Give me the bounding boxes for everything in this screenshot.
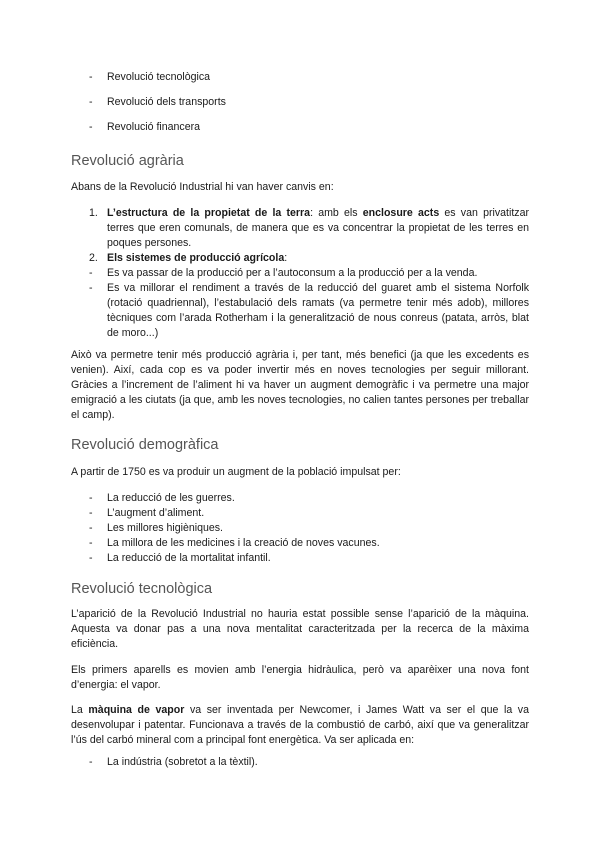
agraria-numbered-list — [71, 206, 529, 341]
list-item: - La reducció de la mortalitat infantil. — [71, 551, 529, 566]
list-item: - La reducció de les guerres. — [71, 491, 529, 506]
para-text: va ser inventada per Newcomer, i James Watt va ser el que la va desenvolupar i patentar. Funcionava a través de la combustió de carbó, així que va generalitzar l’ús del carbó mineral com a principal font energètica. Va ser aplicada en: — [71, 704, 529, 746]
list-item: - La indústria (sobretot a la tèxtil). — [71, 755, 529, 770]
demografica-intro: A partir de 1750 es va produir un augment de la població impulsat per: — [71, 466, 401, 478]
list-item: - Les millores higièniques. — [71, 521, 529, 536]
para-bold: màquina de vapor — [88, 704, 185, 716]
item-text: : — [284, 252, 288, 264]
tecnologica-paragraph-3 — [71, 703, 529, 748]
agraria-intro: Abans de la Revolució Industrial hi van haver canvis en: — [71, 181, 334, 193]
list-item: - La millora de les medicines i la creació de noves vacunes. — [71, 536, 529, 551]
item-bold: L’estructura de la propietat de la terra — [107, 207, 311, 219]
list-item: - Es va millorar el rendiment a través de la reducció del guaret amb el sistema Norfolk (rotació quadriennal), l’estabulació dels ramats (va permetre tenir més adob), millores tècniques com l’arada Rotherham i la generalització de nous conreus (patata, arròs, blat de moro...) — [71, 281, 529, 341]
list-item: - Revolució tecnològica — [71, 70, 529, 85]
list-item — [71, 206, 529, 251]
item-text: es van privatitzar terres que eren comunals, de manera que es va concentrar la propietat de les terres en poques persones. — [107, 207, 529, 249]
section-heading-demografica: Revolució demogràfica — [71, 437, 219, 453]
top-list — [71, 70, 529, 135]
list-number: 2. — [89, 252, 98, 264]
tecnologica-list — [71, 755, 529, 770]
list-item: - Es va passar de la producció per a l’autoconsum a la producció per a la venda. — [71, 266, 529, 281]
list-item: - L’augment d’aliment. — [71, 506, 529, 521]
item-text: : amb els — [310, 207, 363, 219]
item-bold: Els sistemes de producció agrícola — [107, 252, 285, 264]
agraria-paragraph: Això va permetre tenir més producció agrària i, per tant, més benefici (ja que les excedents es venien). Així, cada cop es va poder invertir més en noves tecnologies per seguir millorant. Gràcies a l’increment de l’aliment hi va haver un augment demogràfic i va permetre una major emigració a les ciutats (ja que, amb les noves tecnologies, no calien tantes persones per treballar el camp). — [71, 349, 529, 421]
section-heading-agraria: Revolució agrària — [71, 153, 184, 169]
para-text: La — [71, 704, 89, 716]
list-number: 1. — [89, 207, 98, 219]
tecnologica-paragraph-1: L’aparició de la Revolució Industrial no hauria estat possible sense l’aparició de la màquina. Aquesta va donar pas a una nova mentalitat caracteritzada per la recerca de la màxima eficiència. — [71, 608, 529, 650]
list-item: - Revolució dels transports — [71, 95, 529, 110]
list-item — [71, 251, 529, 266]
list-item: - Revolució financera — [71, 120, 529, 135]
item-bold: enclosure acts — [362, 207, 440, 219]
section-heading-tecnologica: Revolució tecnològica — [71, 581, 213, 597]
demografica-list — [71, 491, 529, 566]
tecnologica-paragraph-2: Els primers aparells es movien amb l’energia hidràulica, però va aparèixer una nova font d’energia: el vapor. — [71, 664, 529, 691]
